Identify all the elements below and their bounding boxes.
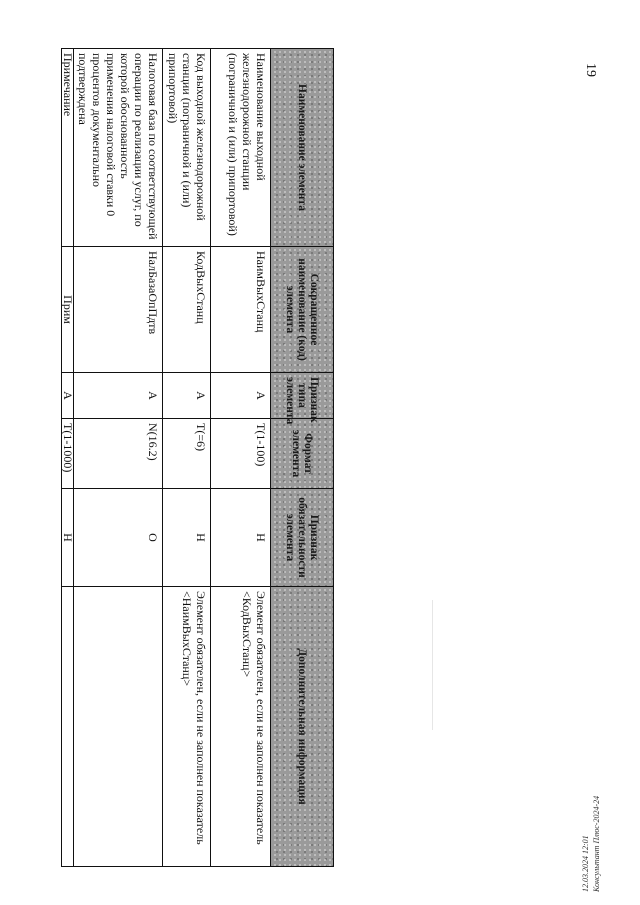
cell-format: N(16.2) bbox=[74, 419, 163, 489]
cell-info bbox=[74, 587, 163, 867]
elements-table bbox=[61, 48, 334, 867]
cell-code: КодВыхСтанц bbox=[163, 247, 211, 373]
cell-type: А bbox=[163, 373, 211, 419]
table-header-row bbox=[271, 49, 334, 867]
table-row bbox=[74, 49, 163, 867]
cell-code: НаимВыхСтанц bbox=[211, 247, 271, 373]
header-additional-info: Дополнительная информация bbox=[271, 587, 334, 867]
stamp bbox=[580, 712, 602, 892]
header-element-code: Сокращенное наименование (код) элемента bbox=[271, 247, 334, 373]
cell-type: А bbox=[74, 373, 163, 419]
cell-info: Элемент обязателен, если не заполнен показатель <НаимВыхСтанц> bbox=[163, 587, 211, 867]
stamp-source: Консультант Плюс-2024-24 bbox=[592, 795, 601, 892]
cell-required: О bbox=[74, 489, 163, 587]
cell-info: Элемент обязателен, если не заполнен показатель <КодВыхСтанц> bbox=[211, 587, 271, 867]
header-element-type: Признак типа элемента bbox=[271, 373, 334, 419]
header-element-name: Наименование элемента bbox=[271, 49, 334, 247]
cell-required: Н bbox=[62, 489, 74, 587]
table-row bbox=[62, 49, 74, 867]
header-element-format: Формат элемента bbox=[271, 419, 334, 489]
cell-name: Наименование выходной железнодорожной станции (пограничной и (или) припортовой) bbox=[211, 49, 271, 247]
cell-info bbox=[62, 587, 74, 867]
cell-code: Прим bbox=[62, 247, 74, 373]
cell-name: Код выходной железнодорожной станции (пограничной и (или) припортовой) bbox=[163, 49, 211, 247]
table-row bbox=[163, 49, 211, 867]
cell-required: Н bbox=[211, 489, 271, 587]
header-element-required: Признак обязательности элемента bbox=[271, 489, 334, 587]
cell-type: А bbox=[62, 373, 74, 419]
cell-name: Примечание bbox=[62, 49, 74, 247]
cell-required: Н bbox=[163, 489, 211, 587]
stamp-date: 12.03.2024 12:01 bbox=[581, 835, 590, 892]
table-container bbox=[61, 48, 334, 866]
scan-artifact-line bbox=[432, 600, 433, 730]
cell-code: НалБазаОпПдтв bbox=[74, 247, 163, 373]
cell-format: T(1-1000) bbox=[62, 419, 74, 489]
page-number: 19 bbox=[583, 63, 598, 77]
cell-type: А bbox=[211, 373, 271, 419]
cell-format: T(1-100) bbox=[211, 419, 271, 489]
table-row bbox=[211, 49, 271, 867]
cell-format: T(=6) bbox=[163, 419, 211, 489]
cell-name: Налоговая база по соответствующей операции по реализации услуг, по которой обоснованность применения налоговой ставки 0 процентов документально подтверждена bbox=[74, 49, 163, 247]
